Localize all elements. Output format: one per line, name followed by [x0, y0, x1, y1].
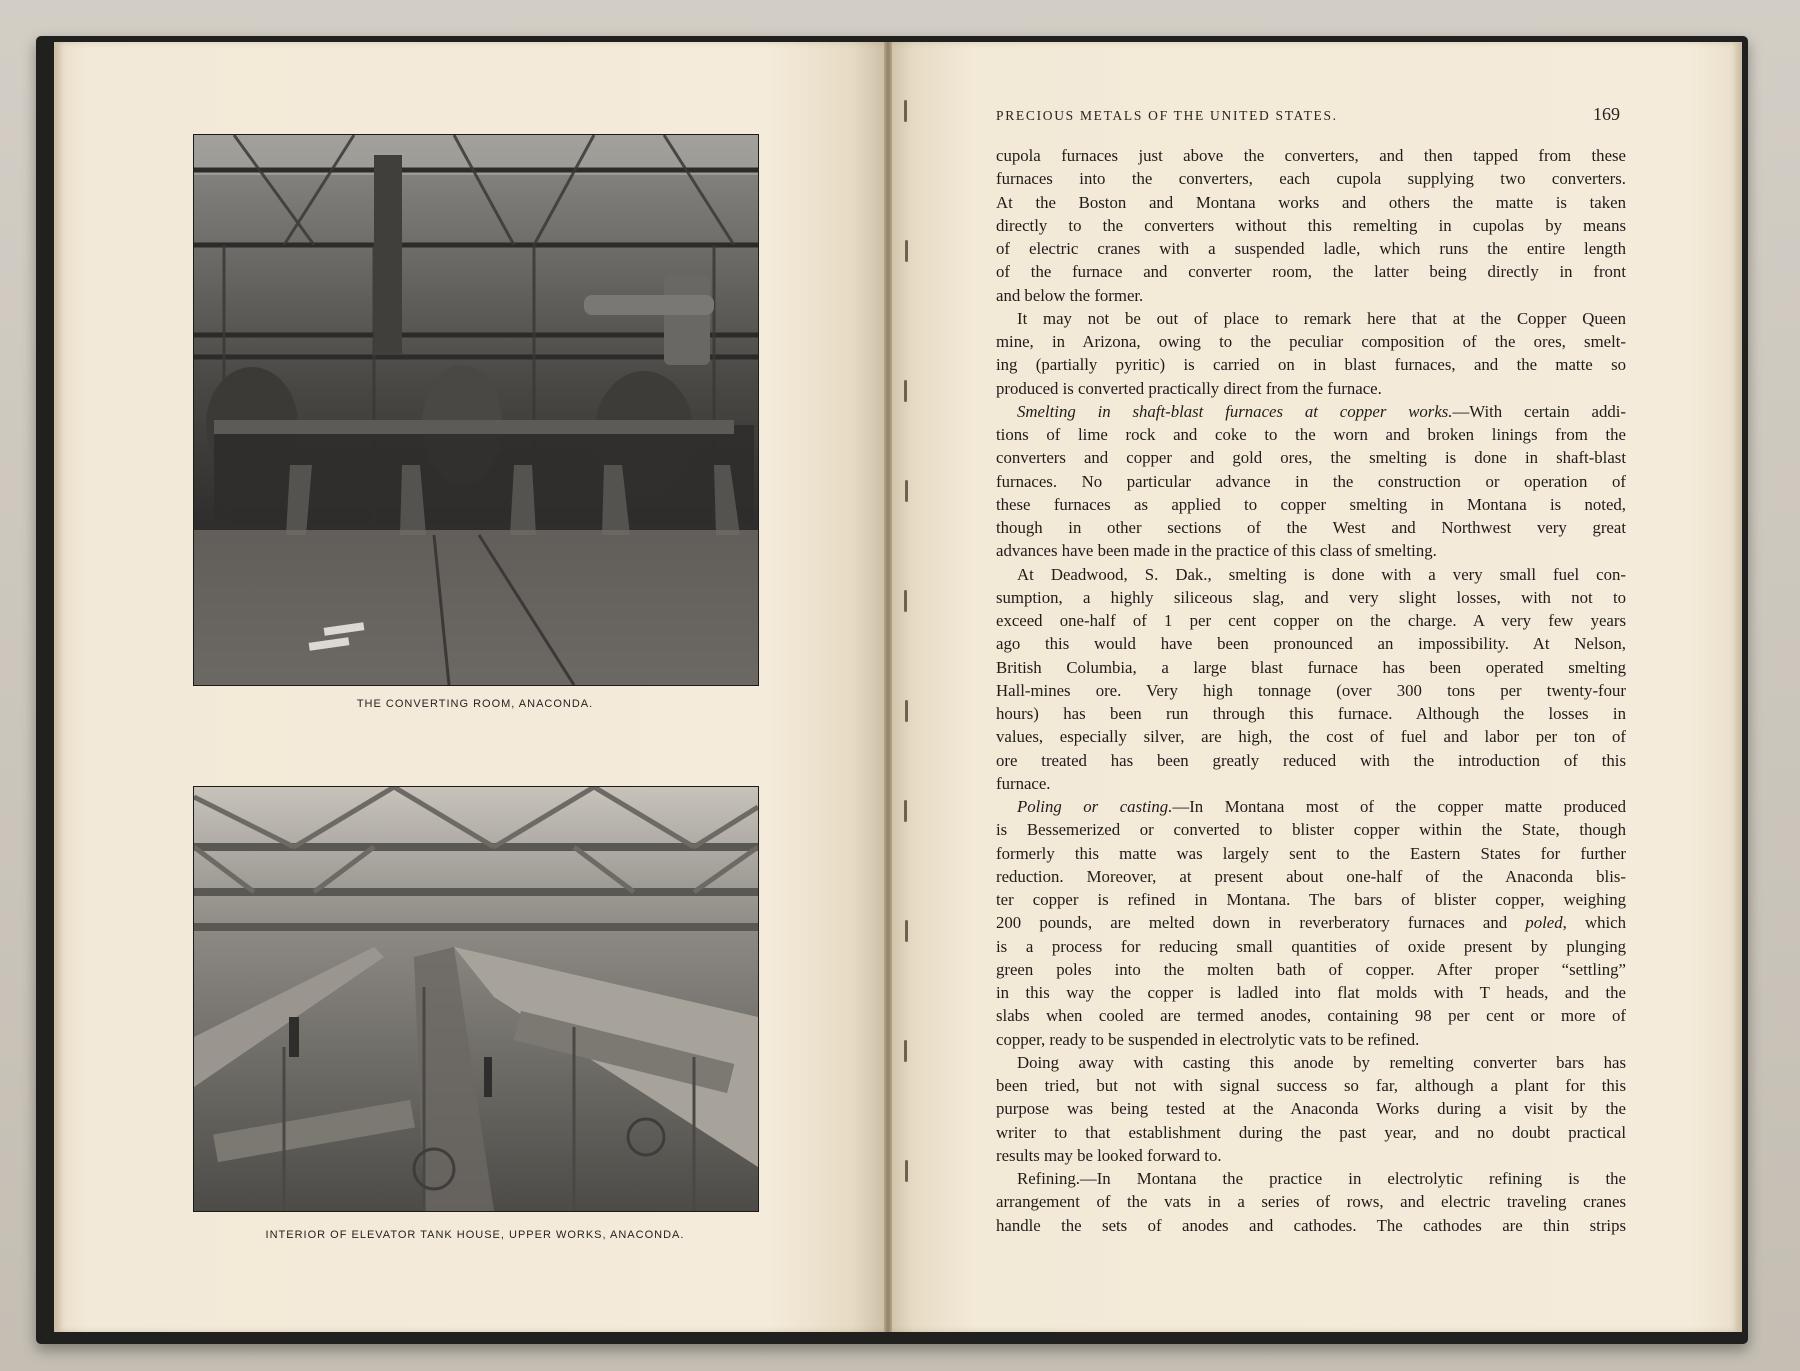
text-line: copper, ready to be suspended in electrolytic vats to be refined.	[996, 1029, 1420, 1049]
text-line: formerly this matte was largely sent to the Eastern States for further	[996, 843, 1626, 863]
text-line: purpose was being tested at the Anaconda Works during a visit by the	[996, 1099, 1626, 1119]
text-line: furnaces into the converters, each cupola supplying two converters.	[996, 169, 1626, 189]
text-line: exceed one-half of 1 per cent copper on the charge. A very few years	[996, 611, 1626, 630]
text-line: Doing away with casting this anode by remelting converter bars has	[1017, 1052, 1626, 1072]
text-line: ing (partially pyritic) is carried on in blast furnaces, and the matte so	[996, 355, 1626, 375]
text-line: Poling or casting.—In Montana most of the copper matte produced	[1017, 797, 1626, 816]
text-line: slabs when cooled are termed anodes, containing 98 per cent or more of	[996, 1006, 1626, 1026]
text-line: furnaces. No particular advance in the construction or operation of	[996, 471, 1626, 491]
text-line: and below the former.	[996, 285, 1144, 305]
text-line: It may not be out of place to remark here that at the Copper Queen	[1017, 308, 1626, 328]
binding-stitch	[904, 590, 907, 612]
binding-stitch	[904, 380, 907, 402]
text-line: of the furnace and converter room, the latter being directly in front	[996, 262, 1626, 282]
text-line: is Bessemerized or converted to blister copper within the State, though	[996, 820, 1626, 840]
text-line: cupola furnaces just above the converters, and then tapped from these	[996, 146, 1626, 165]
text-line: advances have been made in the practice of this class of smelting.	[996, 541, 1437, 561]
text-line: writer to that establishment during the past year, and no doubt practical	[996, 1122, 1626, 1142]
caption-tank-house: INTERIOR OF ELEVATOR TANK HOUSE, UPPER WORKS, ANACONDA.	[265, 1229, 685, 1241]
text-line: Hall-mines ore. Very high tonnage (over 300 tons per twenty-four	[996, 680, 1626, 700]
text-line: results may be looked forward to.	[996, 1145, 1222, 1165]
binding-stitch	[904, 100, 907, 122]
text-line: in this way the copper is ladled into flat molds with T heads, and the	[996, 983, 1626, 1002]
text-line: values, especially silver, are high, the cost of fuel and labor per ton of	[996, 727, 1626, 747]
binding-stitch	[905, 920, 908, 942]
text-line: arrangement of the vats in a series of rows, and electric traveling cranes	[996, 1192, 1626, 1212]
text-line: 200 pounds, are melted down in reverberatory furnaces and poled, which	[996, 913, 1626, 933]
photo-converting-room	[193, 134, 759, 686]
page-number: 169	[1593, 104, 1620, 124]
text-line: British Columbia, a large blast furnace has been operated smelting	[996, 657, 1626, 677]
text-line: directly to the converters without this remelting in cupolas by means	[996, 215, 1626, 235]
text-line: furnace.	[996, 773, 1051, 793]
text-line: produced is converted practically direct from the furnace.	[996, 378, 1382, 398]
text-line: of electric cranes with a suspended ladle, which runs the entire length	[996, 239, 1626, 258]
text-line: At Deadwood, S. Dak., smelting is done with a very small fuel con-	[1017, 564, 1626, 584]
text-line: converters and copper and gold ores, the smelting is done in shaft-blast	[996, 448, 1626, 468]
caption-converting-room: THE CONVERTING ROOM, ANACONDA.	[356, 698, 594, 710]
text-line: hours) has been run through this furnace. Although the losses in	[996, 704, 1626, 723]
body-text	[996, 144, 1626, 1237]
binding-stitch	[905, 480, 908, 502]
binding-stitch	[905, 240, 908, 262]
running-head-title: PRECIOUS METALS OF THE UNITED STATES.	[996, 108, 1338, 123]
binding-stitch	[904, 800, 907, 822]
text-line: ter copper is refined in Montana. The bars of blister copper, weighing	[996, 890, 1626, 909]
text-line: been tried, but not with signal success so far, although a plant for this	[996, 1076, 1626, 1095]
photo-tank-house	[193, 786, 759, 1212]
text-line: Smelting in shaft-blast furnaces at copper works.—With certain addi-	[1017, 401, 1626, 421]
text-line: reduction. Moreover, at present about one-half of the Anaconda blis-	[996, 866, 1626, 886]
running-header	[996, 104, 1620, 125]
text-line: is a process for reducing small quantities of oxide present by plunging	[996, 936, 1626, 956]
text-line: though in other sections of the West and Northwest very great	[996, 518, 1626, 537]
binding-stitch	[905, 1160, 908, 1182]
text-line: ago this would have been pronounced an impossibility. At Nelson,	[996, 634, 1626, 654]
text-line: Refining.—In Montana the practice in electrolytic refining is the	[1017, 1169, 1626, 1188]
text-line: ore treated has been greatly reduced with the introduction of this	[996, 750, 1626, 770]
text-line: tions of lime rock and coke to the worn and broken linings from the	[996, 425, 1626, 444]
text-line: handle the sets of anodes and cathodes. The cathodes are thin strips	[996, 1215, 1626, 1235]
text-line: mine, in Arizona, owing to the peculiar composition of the ores, smelt-	[996, 332, 1626, 351]
binding-stitch	[904, 1040, 907, 1062]
text-line: At the Boston and Montana works and others the matte is taken	[996, 192, 1626, 212]
binding-stitch	[905, 700, 908, 722]
gutter	[884, 42, 892, 1332]
text-line: these furnaces as applied to copper smelting in Montana is noted,	[996, 494, 1626, 514]
text-line: green poles into the molten bath of copper. After proper “settling”	[996, 959, 1626, 979]
text-line: sumption, a highly siliceous slag, and very slight losses, with not to	[996, 587, 1626, 607]
